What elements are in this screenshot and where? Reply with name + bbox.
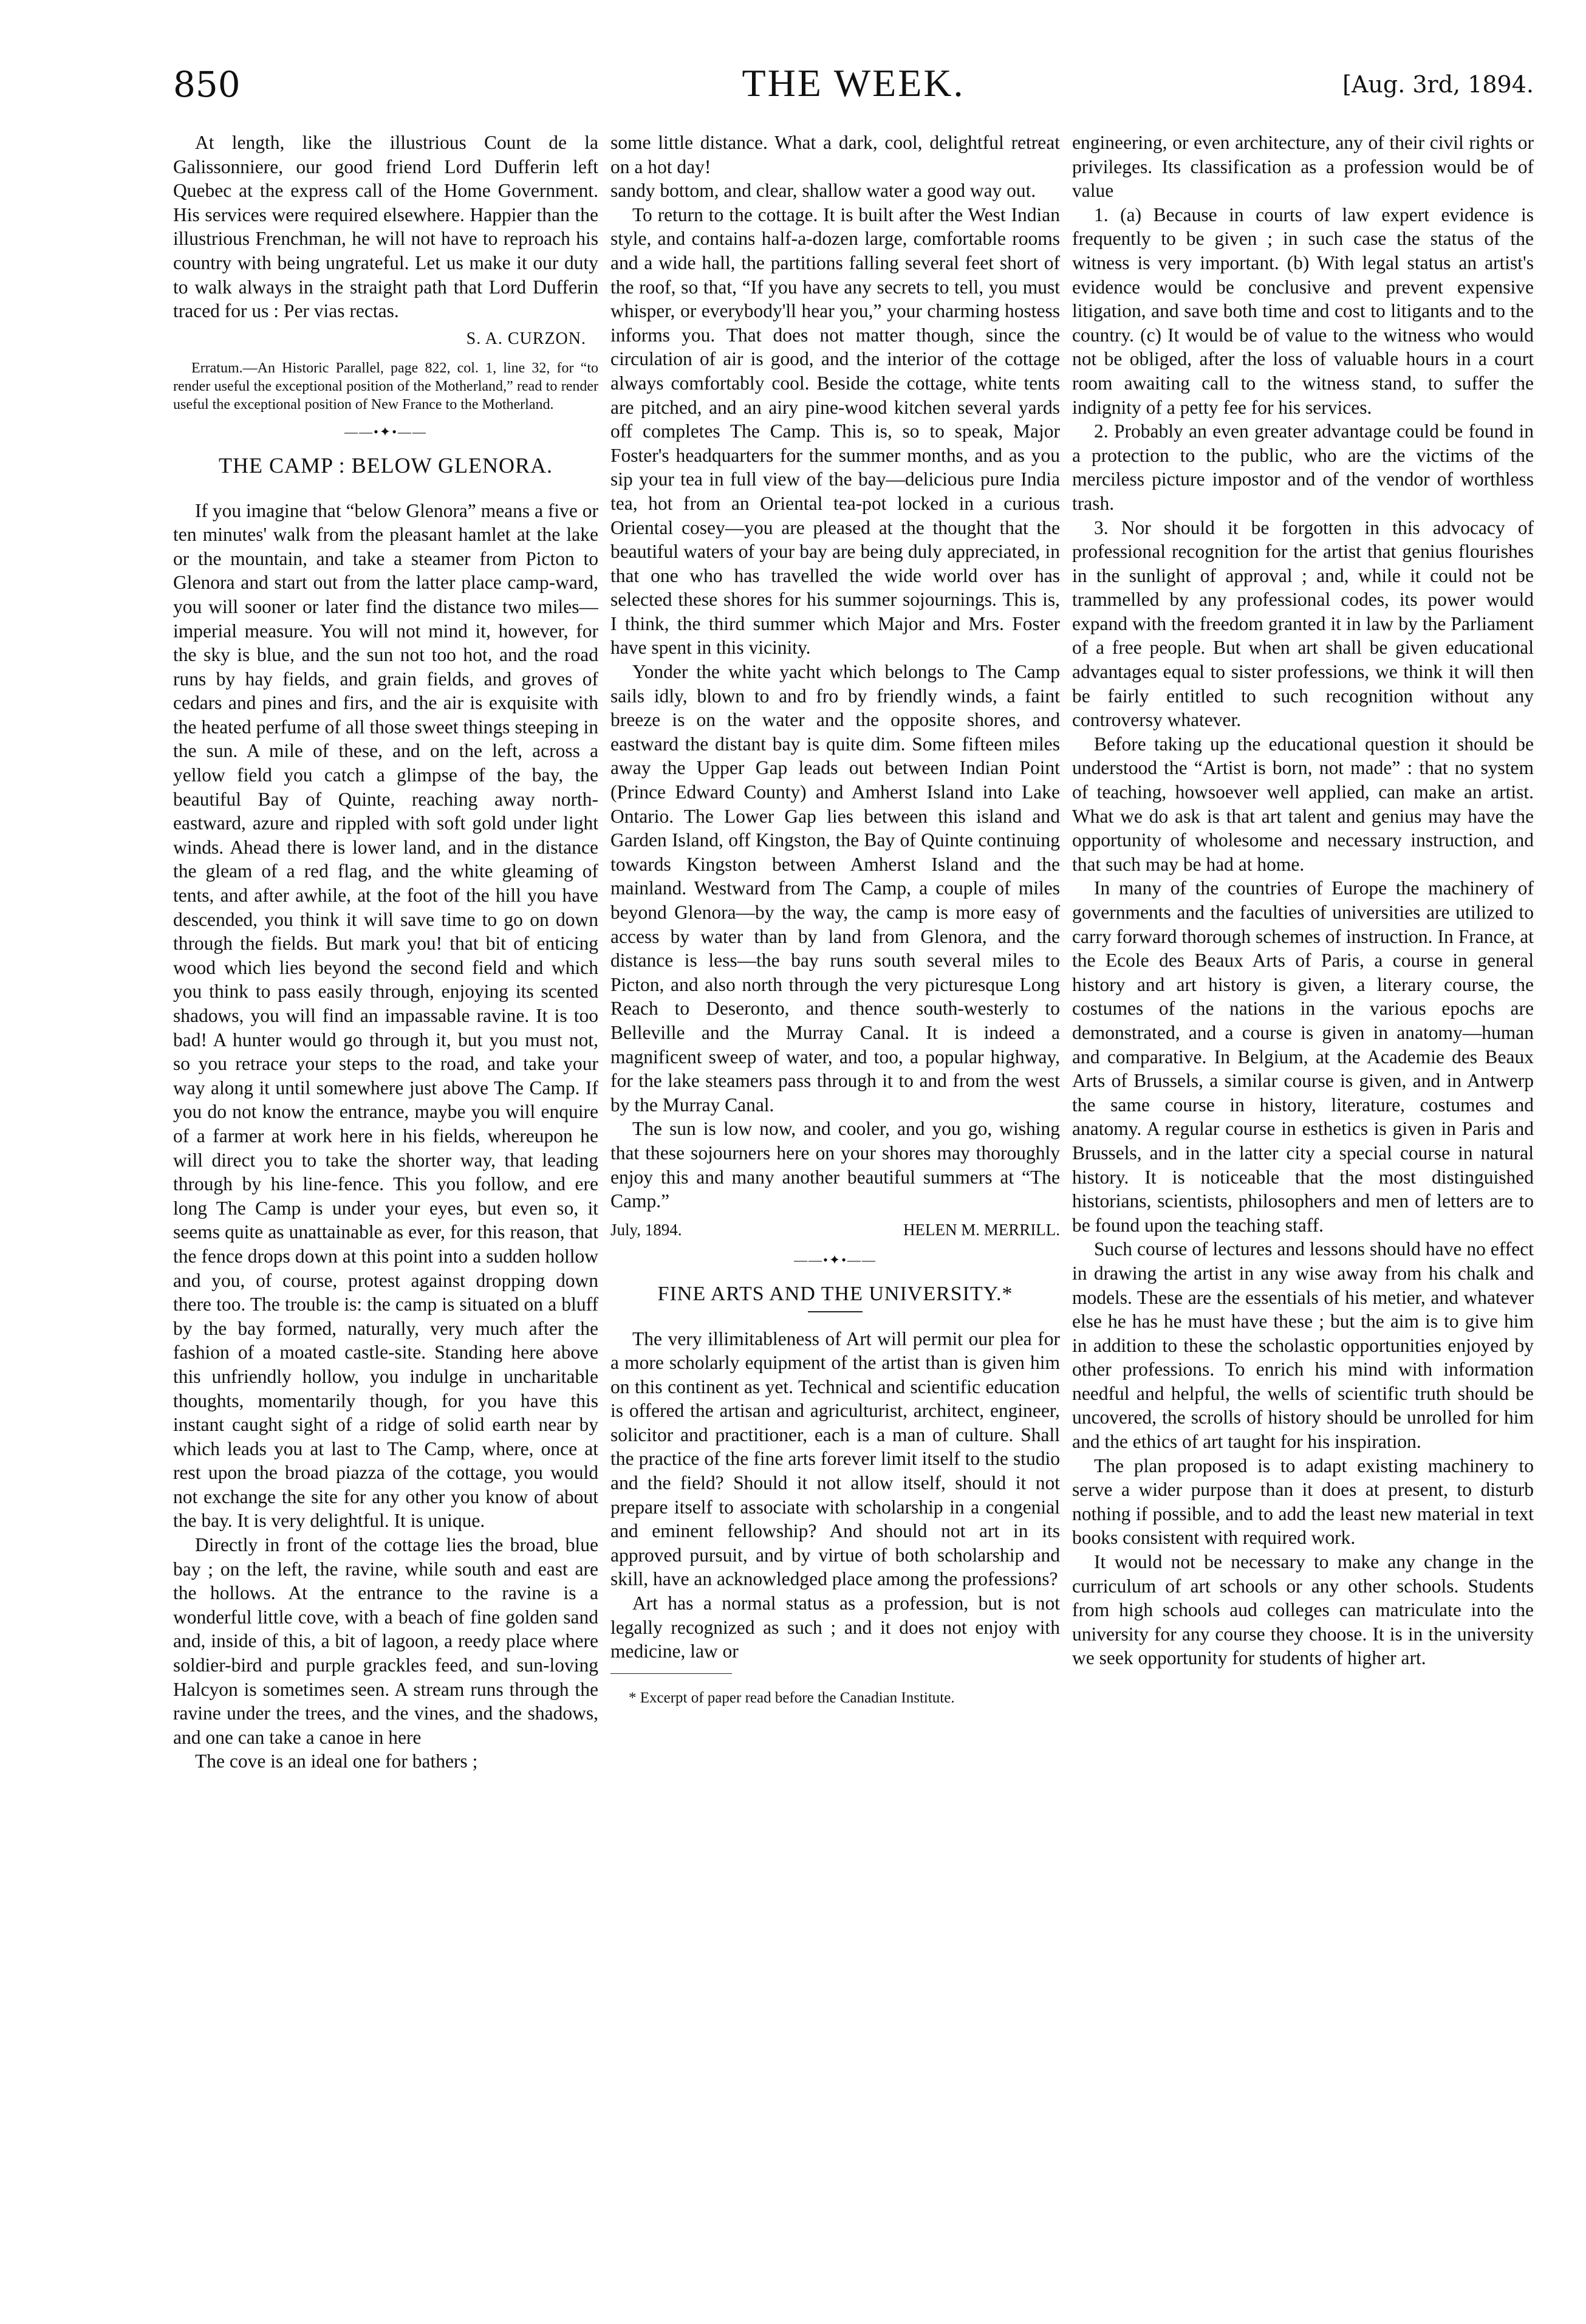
paragraph: The very illimitableness of Art will permit our plea for a more scholarly equipment of the artist than is given him on this continent as yet. Technical and scientific education is offered the artisan and agriculturist, architect, engineer, solicitor and practitioner, each is a man of culture. Shall the practice of the fine arts forever limit itself to the studio and the field? Should it not allow itself, should it not prepare itself to associate with scholarship in a congenial and eminent fellowship? And should not art in its approved pursuit, and by virtue of both scholarship and skill, have an acknowledged place among the professions?	[610, 1328, 1060, 1590]
paragraph: Before taking up the educational question it should be understood the “Artist is born, not made” : that no system of teaching, howsoever well applied, can make an artist. What we do ask is that art talent and genius may have the opportunity of wholesome and necessary instruction, and that such may be had at home.	[1072, 733, 1534, 875]
paragraph: 2. Probably an even greater advantage could be found in a protection to the public, who are the victims of the merciless picture impostor and of the vendor of worthless trash.	[1072, 420, 1534, 514]
paragraph: Art has a normal status as a profession, but is not legally recognized as such ; and it does not enjoy with medicine, law or	[610, 1592, 1060, 1662]
paragraph: 3. Nor should it be forgotten in this advocacy of professional recognition for the artist that genius flourishes in the sunlight of approval ; and, while it could not be trammelled by any professional codes, its power would expand with the freedom granted it in law by the Parliament of a free people. But when art shall be given educational advantages equal to sister professions, we think it will then be fairly entitled to such recognition without any controversy whatever.	[1072, 516, 1534, 731]
paragraph: Yonder the white yacht which belongs to The Camp sails idly, blown to and fro by friendly winds, a faint breeze is on the water and the opposite shores, and eastward the distant bay is quite dim. Some fifteen miles away the Upper Gap leads out between Indian Point (Prince Edward County) and Amherst Island into Lake Ontario. The Lower Gap lies between this island and Garden Island, off Kingston, the Bay of Quinte continuing towards Kingston between Amherst Island and the mainland. Westward from The Camp, a couple of miles beyond Glenora—by the way, the camp is more easy of access by water than by land from Glenora, and the distance is less—the bay runs south several miles to Picton, and also north through the very picturesque Long Reach to Deseronto, and thence south-westerly to Belleville and the Murray Canal. It is indeed a magnificent sweep of water, and too, a popular highway, for the lake steamers pass through it to and from the west by the Murray Canal.	[610, 661, 1060, 1116]
paragraph: The sun is low now, and cooler, and you go, wishing that these sojourners here on your shores may thoroughly enjoy this and many another beautiful summers at “The Camp.”	[610, 1118, 1060, 1212]
paragraph: In many of the countries of Europe the machinery of governments and the faculties of universities are utilized to carry forward thorough schemes of instruction. In France, at the Ecole des Beaux Arts of Paris, a course in general history and art history is given, a literary course, the costumes of the nations in the various epochs are demonstrated, and a course is given in anatomy—human and comparative. In Belgium, at the Academie des Beaux Arts of Brussels, a similar course is given, and in Antwerp the same course in history, literature, costumes and anatomy. A regular course in esthetics is given in Paris and Brussels, and in the latter city a special course in natural history. It is noticeable that the most distinguished historians, scientists, philosophers and men of letters are to be found upon the teaching staff.	[1072, 877, 1534, 1236]
paragraph: engineering, or even architecture, any of their civil rights or privileges. Its classification as a profession would be of value	[1072, 132, 1534, 202]
column-1	[173, 131, 598, 2294]
author-signature: S. A. CURZON.	[466, 329, 586, 348]
author-signature: HELEN M. MERRILL.	[903, 1220, 1060, 1239]
paragraph: Such course of lectures and lessons should have no effect in drawing the artist in any wise away from his chalk and models. These are the essentials of his metier, and whatever else he has he must have these ; but the aim is to give him in addition to these the scholastic opportunities enjoyed by other professions. To enrich his mind with information needful and helpful, the wells of scientific truth should be uncovered, the scrolls of history should be unrolled for him and the ethics of art taught for his inspiration.	[1072, 1238, 1534, 1453]
issue-date: [Aug. 3rd, 1894.	[1342, 71, 1534, 98]
publication-title: THE WEEK.	[742, 61, 965, 105]
footnote-rule	[610, 1673, 732, 1674]
paragraph: 1. (a) Because in courts of law expert evidence is frequently to be given ; in such case the status of the witness is very important. (b) With legal status an artist's evidence would be conclusive and prevent expensive litigation, and save both time and cost to litigants and to the country. (c) It would be of value to the witness who would not be obliged, after the loss of valuable hours in a court room awaiting call to the witness stand, to suffer the indignity of a petty fee for his services.	[1072, 204, 1534, 418]
section-divider: ——•✦•——	[344, 424, 427, 440]
paragraph: At length, like the illustrious Count de la Galissonniere, our good friend Lord Dufferin left Quebec at the express call of the Home Government. His services were required elsewhere. Happier than the illustrious Frenchman, he will not have to reproach his country with being ungrateful. Let us make it our duty to walk always in the straight path that Lord Dufferin traced for us : Per vias rectas.	[173, 132, 598, 322]
article-heading: THE CAMP : BELOW GLENORA.	[219, 453, 553, 478]
article-heading: FINE ARTS AND THE UNIVERSITY.*	[657, 1282, 1013, 1305]
paragraph: The cove is an ideal one for bathers ;	[195, 1750, 478, 1772]
paragraph: It would not be necessary to make any change in the curriculum of art schools or any other schools. Students from high schools aud colleges can matriculate into the university for any course they choose. It is in the university we seek opportunity for students of higher art.	[1072, 1551, 1534, 1669]
paragraph: To return to the cottage. It is built after the West Indian style, and contains half-a-dozen large, comfortable rooms and a wide hall, the partitions falling several feet short of the roof, so that, “If you have any secrets to tell, you must whisper, or everybody'll hear you,” your charming hostess informs you. That does not matter though, since the circulation of air is good, and the interior of the cottage always comfortably cool. Beside the cottage, white tents are pitched, and an airy pine-wood kitchen several yards off completes The Camp. This is, so to speak, Major Foster's headquarters for the summer months, and as you sip your tea in full view of the bay—delicious pure India tea, hot from an Oriental tea-pot locked in a curious Oriental cosey—you are pleased at the thought that the beautiful waters of your bay are being duly appreciated, in that one who has travelled the wide world over has selected these shores for his summer sojournings. This is, I think, the third summer which Major and Mrs. Foster have spent in this vicinity.	[610, 204, 1060, 659]
paragraph: If you imagine that “below Glenora” means a five or ten minutes' walk from the pleasant hamlet at the lake or the mountain, and take a steamer from Picton to Glenora and start out from the latter place camp-ward, you will sooner or later find the distance two miles—imperial measure. You will not mind it, however, for the sky is blue, and the sun not too hot, and the road runs by hay fields, and grain fields, and groves of cedars and pines and firs, and the air is exquisite with the heated perfume of all those sweet things steeping in the sun. A mile of these, and on the left, across a yellow field you catch a glimpse of the bay, the beautiful Bay of Quinte, reaching away north-eastward, azure and rippled with soft gold under light winds. Ahead there is lower land, and in the distance the gleam of a red flag, and the white gleaming of tents, and after awhile, at the foot of the hill you have descended, you think it will save time to go on down through the fields. But mark you! that bit of enticing wood which lies beyond the second field and which you think to pass easily through, enjoying its scented shadows, you will find an impassable ravine. It is too bad! A hunter would go through it, but you must not, so you retrace your steps to the road, and take your way along it until somewhere just above The Camp. If you do not know the entrance, maybe you will enquire of a farmer at work here in his fields, whereupon he will direct you to take the shorter way, that leading through by his line-fence. This you follow, and ere long The Camp is under your eyes, but even so, it seems quite as unattainable as ever, for this reason, that the fence drops down at this point into a sudden hollow and you, of course, protest against dropping down there too. The trouble is: the camp is situated on a bluff by the bay formed, naturally, very much after the fashion of a moated castle-site. Standing here above this unfriendly hollow, you indulge in uncharitable thoughts, momentarily though, for you have this instant caught sight of a ridge of solid earth near by which leads you at last to The Camp, where, once at rest upon the broad piazza of the cottage, you would not exchange the site for any other you know of about the bay. It is very delightful. It is unique.	[173, 499, 598, 1532]
paragraph: Directly in front of the cottage lies the broad, blue bay ; on the left, the ravine, while south and east are the hollows. At the entrance to the ravine is a wonderful little cove, with a beach of fine golden sand and, inside of this, a bit of lagoon, a reedy place where soldier-bird and purple grackles feed, and sun-loving Halcyon is sometimes seen. A stream runs through the ravine under the trees, and the vines, and the shadows, and one can take a canoe in here	[173, 1534, 598, 1748]
page-header	[173, 58, 1534, 125]
footnote: * Excerpt of paper read before the Canadian Institute.	[629, 1689, 955, 1706]
article-date: July, 1894.	[610, 1220, 682, 1239]
column-3	[1072, 131, 1534, 2294]
heading-rule	[808, 1311, 863, 1312]
paragraph: some little distance. What a dark, cool, delightful retreat on a hot day!	[610, 132, 1060, 177]
page-number: 850	[173, 64, 241, 105]
section-divider: ——•✦•——	[794, 1252, 877, 1268]
article-columns	[173, 131, 1534, 2294]
article-signoff	[610, 1218, 1060, 1243]
column-2	[610, 131, 1060, 2294]
paragraph: sandy bottom, and clear, shallow water a good way out.	[610, 180, 1036, 202]
erratum-note: Erratum.—An Historic Parallel, page 822, col. 1, line 32, for “to render useful the exceptional position of the Motherland,” read to render useful the exceptional position of New France to the Motherland.	[173, 360, 598, 413]
paragraph: The plan proposed is to adapt existing machinery to serve a wider purpose than it does at present, to disturb nothing if possible, and to add the least new material in text books consistent with required work.	[1072, 1455, 1534, 1549]
